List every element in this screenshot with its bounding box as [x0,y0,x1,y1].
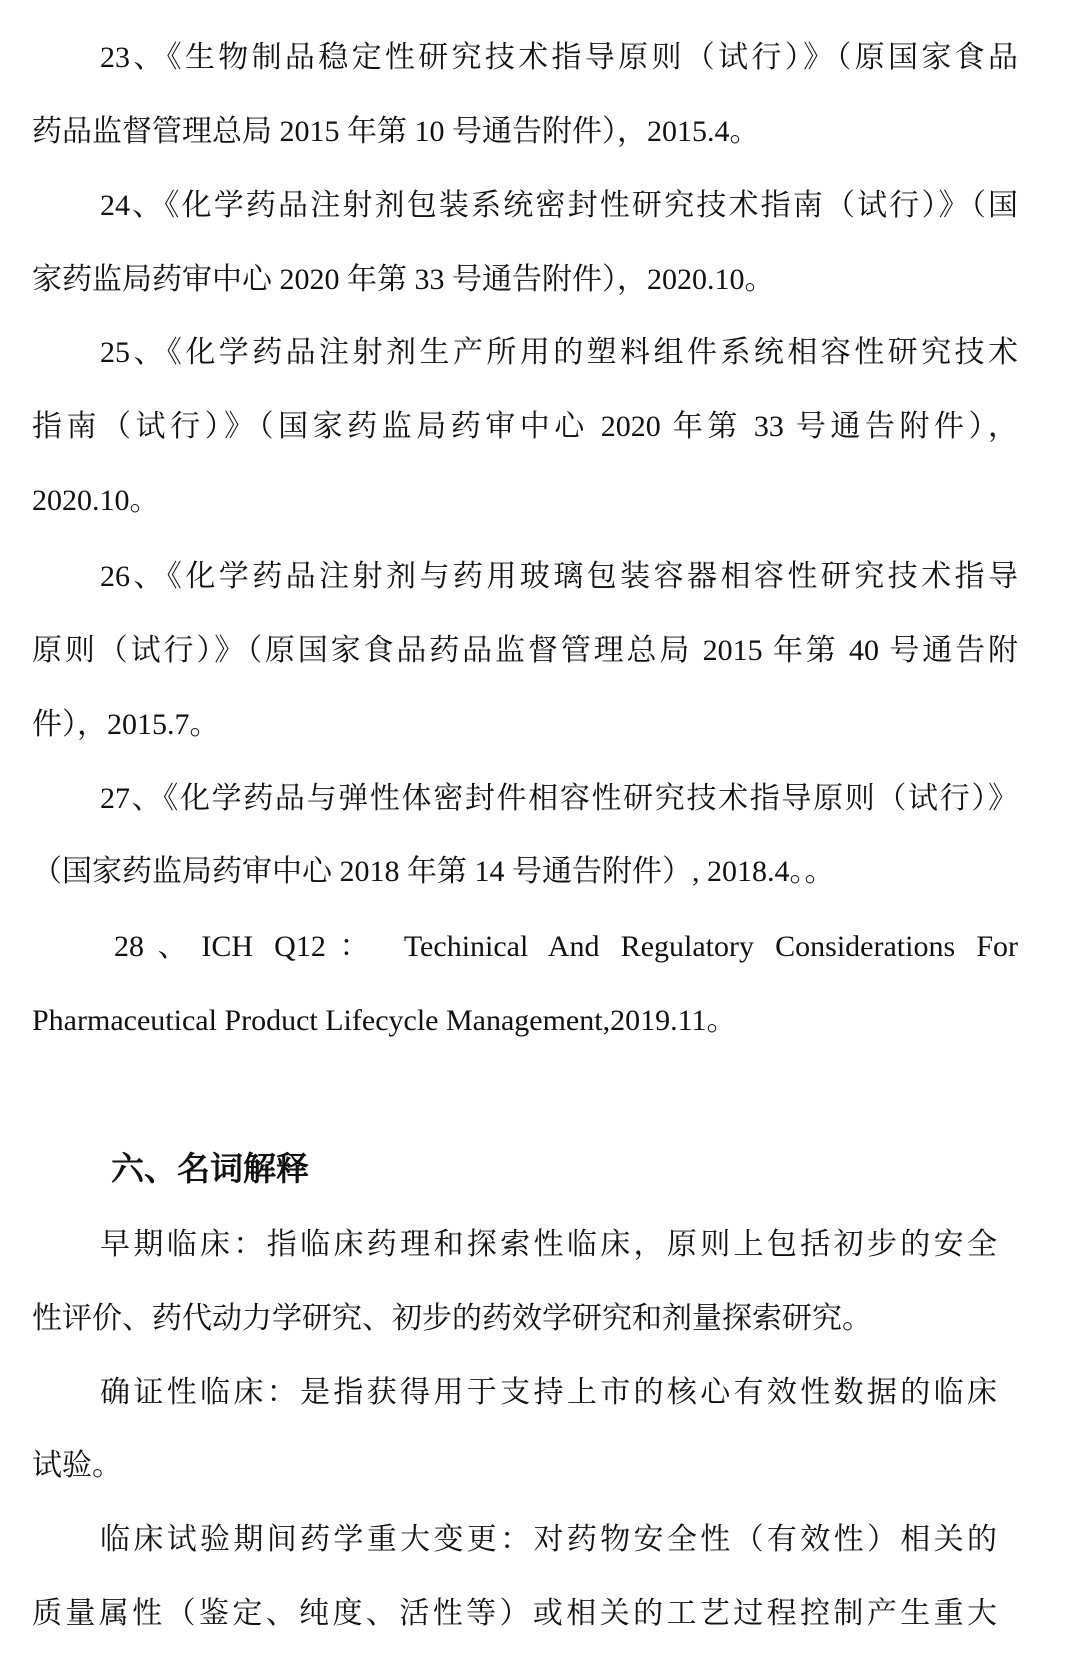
text-line: 23、《生物制品稳定性研究技术指导原则（试行）》（原国家食品 [100,41,1018,74]
text-line: 确证性临床：是指获得用于支持上市的核心有效性数据的临床 [100,1376,997,1409]
text-line: 性评价、药代动力学研究、初步的药效学研究和剂量探索研究。 [32,1302,872,1335]
text-line: 临床试验期间药学重大变更：对药物安全性（有效性）相关的 [100,1523,997,1556]
text-line: 25、《化学药品注射剂生产所用的塑料组件系统相容性研究技术 [100,336,1018,369]
text-line: 试验。 [32,1449,122,1482]
text-line: 24、《化学药品注射剂包装系统密封性研究技术指南（试行）》（国 [100,189,1018,222]
text-line: 家药监局药审中心 2020 年第 33 号通告附件），2020.10。 [32,263,775,296]
text-line: Pharmaceutical Product Lifecycle Management,2019.11。 [32,1004,737,1037]
text-line: 药品监督管理总局 2015 年第 10 号通告附件），2015.4。 [32,115,760,148]
text-line: （国家药监局药审中心 2018 年第 14 号通告附件）, 2018.4。。 [32,855,835,888]
text-line: 26、《化学药品注射剂与药用玻璃包装容器相容性研究技术指导 [100,560,1018,593]
text-line: 质量属性（鉴定、纯度、活性等）或相关的工艺过程控制产生重大 [32,1597,997,1630]
text-line: 原则（试行）》（原国家食品药品监督管理总局 2015 年第 40 号通告附 [32,634,1018,667]
text-line: 2020.10。 [32,484,160,517]
text-line: 指南（试行）》（国家药监局药审中心 2020 年第 33 号通告附件）， [32,410,1018,443]
section-heading: 六、名词解释 [111,1149,309,1188]
text-line: 28、ICH Q12： Techinical And Regulatory Considerations For [114,930,1018,963]
text-line: 早期临床：指临床药理和探索性临床，原则上包括初步的安全 [100,1228,997,1261]
text-line: 27、《化学药品与弹性体密封件相容性研究技术指导原则（试行）》 [100,782,1018,815]
text-line: 件），2015.7。 [32,708,220,741]
